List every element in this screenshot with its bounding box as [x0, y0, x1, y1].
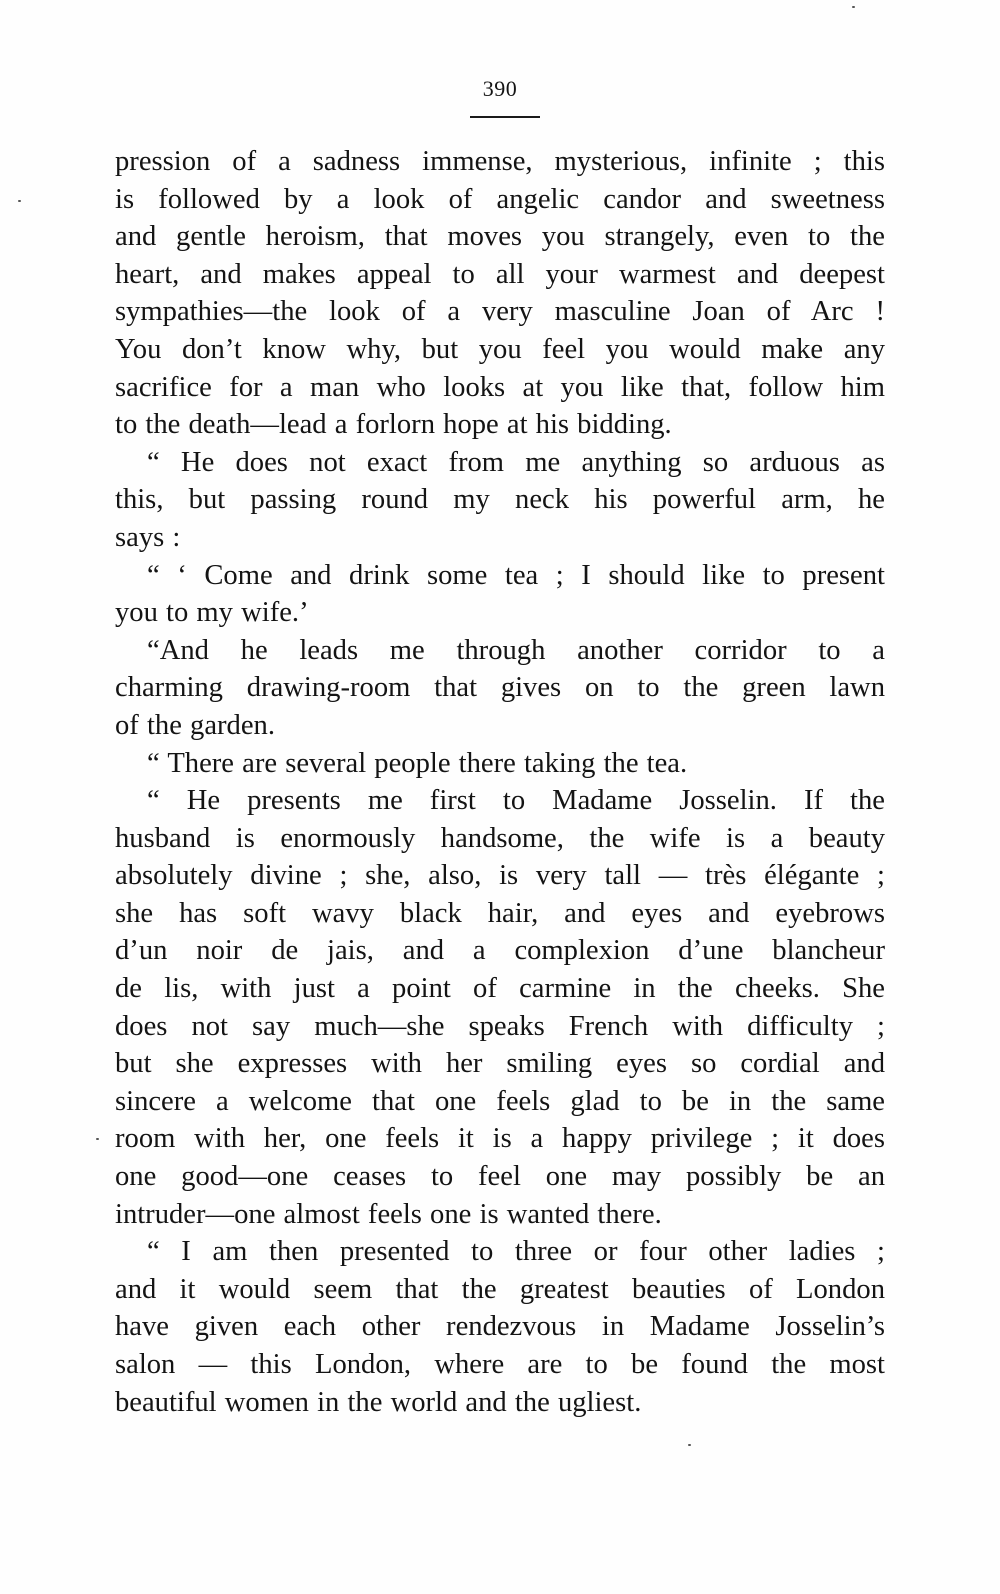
print-speck [96, 1138, 99, 1140]
text-line: heart, and makes appeal to all your warmest and deepest [115, 258, 885, 290]
text-line: de lis, with just a point of carmine in the cheeks. She [115, 973, 885, 1005]
page-number: 390 [482, 76, 518, 101]
text-line: room with her, one feels it is a happy privilege ; it does [115, 1123, 885, 1155]
text-line: intruder—one almost feels one is wanted there. [115, 1198, 662, 1230]
paragraph [115, 632, 885, 745]
paragraph [115, 745, 885, 783]
paragraph [115, 444, 885, 557]
text-line: one good—one ceases to feel one may possibly be an [115, 1161, 885, 1193]
text-line: “ ‘ Come and drink some tea ; I should like to present [147, 559, 885, 591]
text-line: and gentle heroism, that moves you strangely, even to the [115, 221, 885, 253]
text-line: have given each other rendezvous in Madame Josselin’s [115, 1311, 885, 1343]
text-line: d’un noir de jais, and a complexion d’une blancheur [115, 935, 885, 967]
text-line: absolutely divine ; she, also, is very tall — très élégante ; [115, 860, 885, 892]
text-line: “ He does not exact from me anything so arduous as [147, 446, 885, 478]
text-line: of the garden. [115, 709, 275, 741]
text-line: salon — this London, where are to be found the most [115, 1349, 885, 1380]
text-line: pression of a sadness immense, mysterious, infinite ; this [115, 146, 885, 177]
text-line: “And he leads me through another corridor to a [147, 634, 885, 666]
text-line: this, but passing round my neck his powerful arm, he [115, 484, 885, 516]
body-text [115, 143, 885, 1421]
text-line: but she expresses with her smiling eyes so cordial and [115, 1048, 885, 1080]
text-line: sacrifice for a man who looks at you like that, follow him [115, 371, 885, 403]
text-line: she has soft wavy black hair, and eyes and eyebrows [115, 897, 885, 929]
paragraph [115, 143, 885, 444]
text-line: You don’t know why, but you feel you would make any [115, 333, 885, 365]
paragraph [115, 557, 885, 632]
text-line: “ I am then presented to three or four other ladies ; [147, 1236, 885, 1268]
text-line: says : [115, 521, 181, 553]
print-speck [852, 6, 855, 8]
text-line: beautiful women in the world and the ugliest. [115, 1386, 642, 1418]
text-line: to the death—lead a forlorn hope at his bidding. [115, 409, 672, 441]
text-line: “ He presents me first to Madame Josselin. If the [147, 785, 885, 817]
text-line: sympathies—the look of a very masculine Joan of Arc ! [115, 296, 885, 328]
text-line: and it would seem that the greatest beauties of London [115, 1273, 885, 1305]
text-line: sincere a welcome that one feels glad to be in the same [115, 1085, 885, 1117]
print-speck [18, 200, 21, 202]
text-line: does not say much—she speaks French with difficulty ; [115, 1010, 885, 1042]
header-rule [470, 116, 540, 118]
text-line: “ There are several people there taking the tea. [147, 747, 688, 779]
print-speck [688, 1444, 691, 1446]
text-line: husband is enormously handsome, the wife is a beauty [115, 822, 885, 854]
paragraph [115, 1233, 885, 1421]
text-line: you to my wife.’ [115, 597, 309, 629]
text-line: is followed by a look of angelic candor and sweetness [115, 183, 885, 215]
paragraph [115, 782, 885, 1233]
text-line: charming drawing-room that gives on to the green lawn [115, 672, 885, 704]
